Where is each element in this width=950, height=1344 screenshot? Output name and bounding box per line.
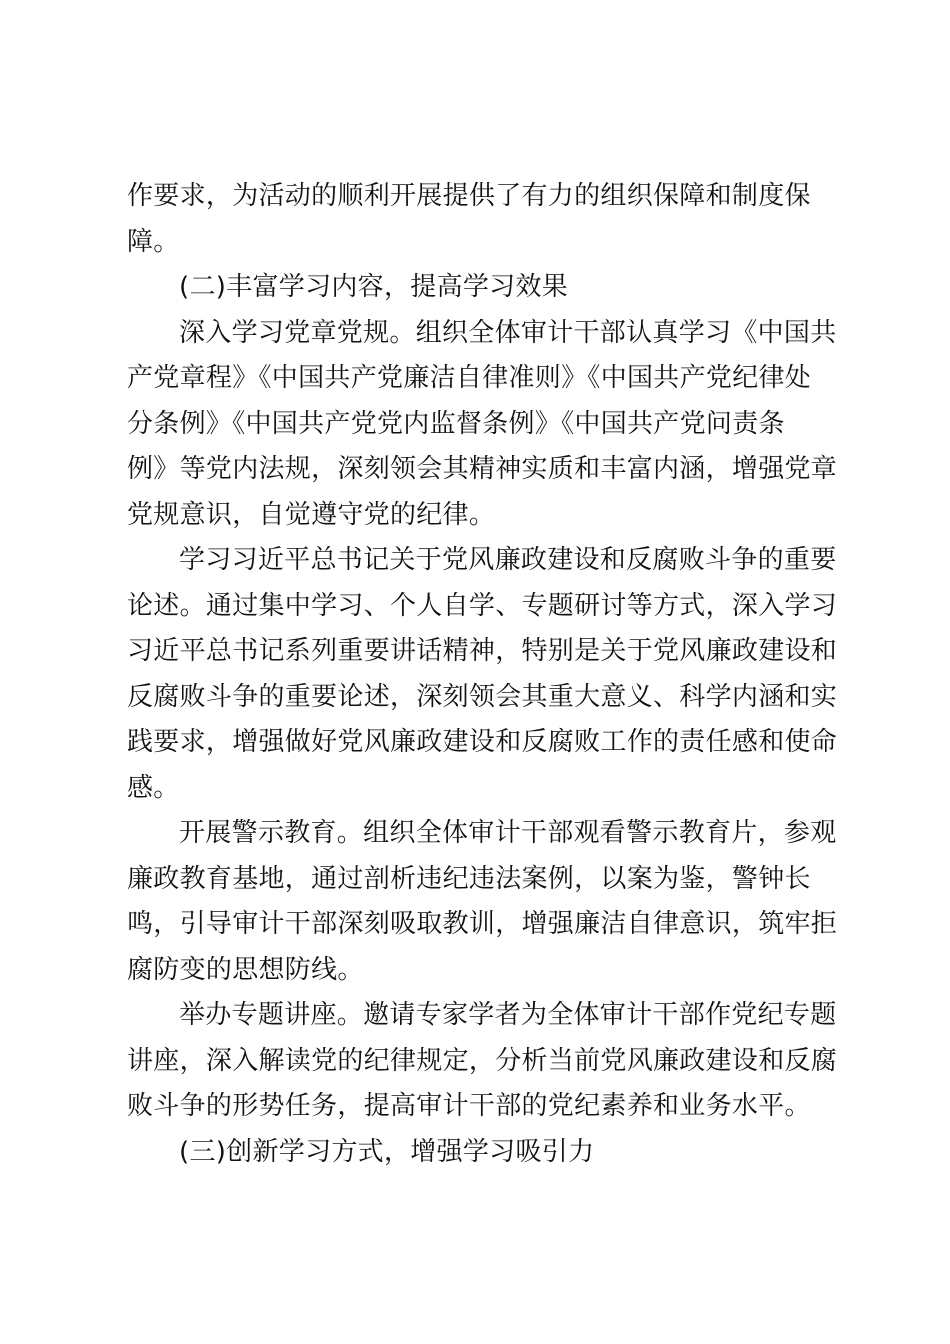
text-line: 产党章程》《中国共产党廉洁自律准则》《中国共产党纪律处 (127, 363, 812, 393)
paragraph-first-line: 举办专题讲座。邀请专家学者为全体审计干部作党纪专题 (179, 1000, 837, 1030)
paragraph-first-line: (二)丰富学习内容，提高学习效果 (179, 272, 569, 302)
text-line: 党规意识，自觉遵守党的纪律。 (127, 499, 496, 530)
paragraph-first-line: 深入学习党章党规。组织全体审计干部认真学习《中国共 (179, 317, 837, 348)
paragraph-first-line: 开展警示教育。组织全体审计干部观看警示教育片，参观 (179, 818, 837, 848)
text-line: 论述。通过集中学习、个人自学、专题研讨等方式，深入学习 (127, 590, 838, 621)
text-line: 习近平总书记系列重要讲话精神，特别是关于党风廉政建设和 (127, 636, 838, 666)
paragraph-first-line: 学习习近平总书记关于党风廉政建设和反腐败斗争的重要 (179, 545, 837, 575)
text-line: 感。 (127, 772, 180, 803)
text-line: 分条例》《中国共产党党内监督条例》《中国共产党问责条 (127, 408, 785, 439)
text-line: 障。 (127, 226, 180, 257)
text-line: 鸣，引导审计干部深刻吸取教训，增强廉洁自律意识，筑牢拒 (127, 909, 838, 939)
text-line: 廉政教育基地，通过剖析违纪违法案例，以案为鉴，警钟长 (127, 863, 811, 894)
text-line: 例》等党内法规，深刻领会其精神实质和丰富内涵，增强党章 (127, 454, 838, 484)
text-line: 败斗争的形势任务，提高审计干部的党纪素养和业务水平。 (127, 1091, 811, 1121)
text-line: 讲座，深入解读党的纪律规定，分析当前党风廉政建设和反腐 (127, 1045, 838, 1076)
paragraph-first-line: (三)创新学习方式，增强学习吸引力 (179, 1136, 595, 1167)
text-line: 践要求，增强做好党风廉政建设和反腐败工作的责任感和使命 (127, 727, 838, 757)
text-line: 作要求，为活动的顺利开展提供了有力的组织保障和制度保 (127, 181, 811, 211)
text-line: 反腐败斗争的重要论述，深刻领会其重大意义、科学内涵和实 (127, 681, 838, 712)
document-body (127, 174, 838, 1175)
text-line: 腐防变的思想防线。 (127, 954, 364, 985)
